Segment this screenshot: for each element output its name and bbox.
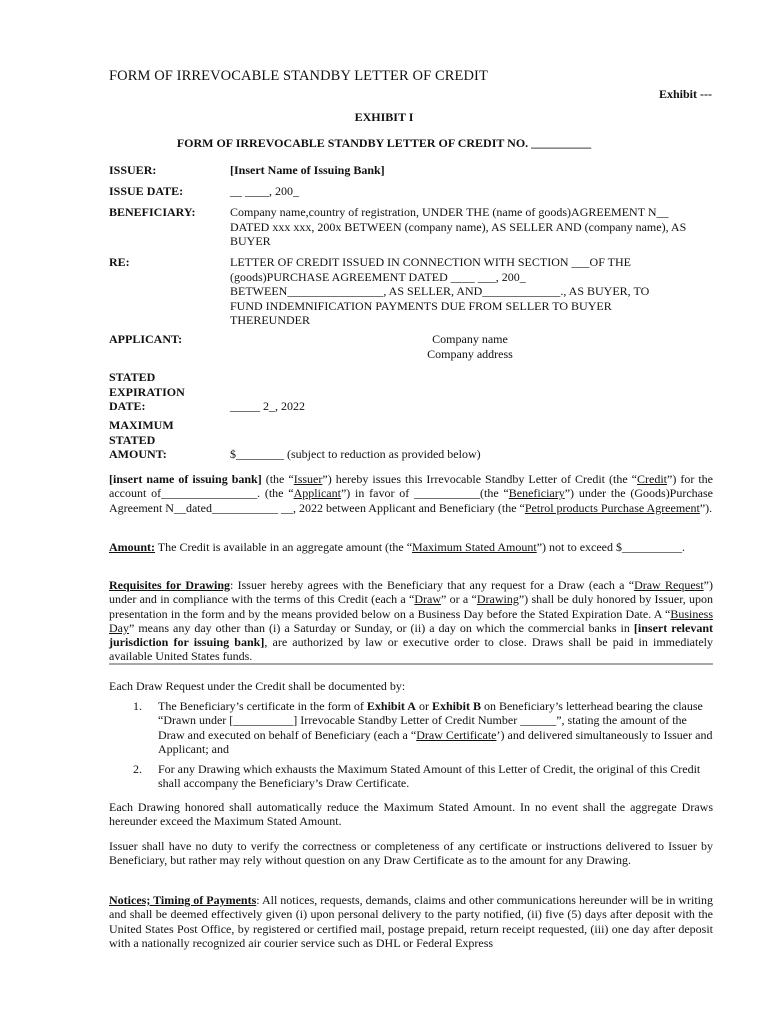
defined-term: Petrol products Purchase Agreement [524,500,700,515]
text-run: on Beneficiary’s letterhead bearing the clause “Drawn under [__________] Irrevocable Standby Letter of Credit Number ______”, stating the amount of the Draw and executed on behalf of Beneficiary (each a “ [158,699,703,742]
text-run: ”) hereby issues this Irrevocable Standby Letter of Credit (the “ [322,472,638,486]
re-line: BETWEEN________________, AS SELLER, AND_____________., AS BUYER, TO [230,284,650,298]
exhibit-title: EXHIBIT I [354,110,414,124]
text-run: (the “ [261,472,294,486]
exhibit-tag: Exhibit --- [658,87,712,101]
expiration-value: _____ 2_, 2022 [230,399,305,413]
text-run: ”) in favor of ___________(the “ [340,486,509,501]
text-run: ”) shall be duly honored by Issuer, upon presentation in the form and by the means provided below on a Business Day before the Stated Expiration Date. A “ [109,592,713,621]
section-divider [109,663,713,665]
list-number: 2. [133,762,142,776]
issue-date-value: __ ____, 200_ [230,184,299,198]
defined-term: Beneficiary [508,486,565,501]
beneficiary-value: Company name,country of registration, UNDER THE (name of goods)AGREEMENT N__ DATED xxx xxx, 200x BETWEEN (company name), AS SELLER AND (company name), AS BUYER [230,205,687,248]
text-run: , are authorized by law or executive order to close. Draws shall be paid in immediately available United States funds. [109,635,714,664]
issuer-value: [Insert Name of Issuing Bank] [230,163,385,177]
max-amount-value: $________ (subject to reduction as provided below) [230,447,481,461]
exhibit-a-ref: Exhibit A [366,699,416,713]
text-run: ” means any day other than (i) a Saturday or Sunday, or (ii) a day on which the commercial banks in [129,620,634,635]
reduce-paragraph: Each Drawing honored shall automatically reduce the Maximum Stated Amount. In no event shall the aggregate Draws hereunder exceed the Maximum Stated Amount. [109,800,713,829]
text-run: ’) and delivered simultaneously to Issuer and Applicant; and [158,727,713,756]
applicant-value [230,332,710,361]
amount-heading: Amount: [109,540,156,554]
defined-term: Draw Request [634,578,704,592]
applicant-address: Company address [427,346,513,361]
text-run: : All notices, requests, demands, claims and other communications hereunder will be in writing and shall be deemed effectively given (i) upon personal delivery to the party notified, (ii) five (5) days after deposit with the United States Post Office, by registered or certified mail, postage prepaid, return receipt requested, (iii) one day after deposit with a nationally recognized air courier service such as DHL or Federal Express [109,893,714,950]
notices-heading: Notices; Timing of Payments [109,893,257,907]
expiration-label-line: EXPIRATION [109,384,185,399]
text-run: ”). [699,500,713,515]
text-run: : Issuer hereby agrees with the Beneficiary that any request for a Draw (each a “ [230,578,635,592]
defined-term: Drawing [476,592,519,607]
max-amount-label [109,418,174,462]
documented-paragraph: Each Draw Request under the Credit shall be documented by: [109,679,406,693]
expiration-label [109,370,185,414]
list-number: 1. [133,699,142,713]
intro-paragraph [109,472,713,515]
max-amount-label-line: STATED [109,432,156,447]
text-run: The Beneficiary’s certificate in the form of [158,699,367,713]
issuing-bank-placeholder: [insert name of issuing bank] [109,472,262,486]
re-line: THEREUNDER [230,313,310,327]
re-line: FUND INDEMNIFICATION PAYMENTS DUE FROM SELLER TO BUYER [230,298,612,313]
no-duty-paragraph: Issuer shall have no duty to verify the correctness or completeness of any certificate or instructions delivered to Issuer by Beneficiary, but rather may rely without question on any Draw Certificate as to the amount for any Drawing. [109,839,713,868]
exhibit-b-ref: Exhibit B [431,699,481,713]
beneficiary-label: BENEFICIARY: [109,205,196,219]
defined-term: Applicant [293,486,341,501]
text-run: ” or a “ [441,592,477,607]
defined-term: Draw [414,592,441,607]
re-label: RE: [109,255,130,269]
form-title: FORM OF IRREVOCABLE STANDBY LETTER OF CREDIT NO. __________ [176,136,592,150]
text-run: or [415,699,432,713]
max-amount-label-line: MAXIMUM [109,418,174,432]
issuer-label: ISSUER: [109,163,157,177]
text-run: ”) under and in compliance with the terms of this Credit (each a “ [109,578,713,607]
expiration-label-line: STATED [109,370,156,384]
expiration-label-line: DATE: [109,399,146,413]
re-line: LETTER OF CREDIT ISSUED IN CONNECTION WITH SECTION ___OF THE [230,255,631,269]
text-run: The Credit is available in an aggregate amount (the “ [155,540,413,554]
defined-term: Issuer [293,472,323,486]
max-amount-label-line: AMOUNT: [109,447,167,461]
text-run: ”) under the (Goods)Purchase Agreement N__dated___________ __, 2022 between Applicant and Beneficiary (the “ [109,486,714,515]
notices-paragraph [109,893,713,950]
applicant-name: Company name [432,332,508,346]
requisites-heading: Requisites for Drawing [109,578,231,592]
text-run: ”) for the account of________________. (the “ [109,472,714,501]
list-item-text: For any Drawing which exhausts the Maximum Stated Amount of this Letter of Credit, the original of this Credit shall accompany the Beneficiary’s Draw Certificate. [158,762,701,791]
requisites-paragraph [109,578,713,664]
applicant-label: APPLICANT: [109,332,183,346]
defined-term: Credit [637,472,668,486]
document-title: FORM OF IRREVOCABLE STANDBY LETTER OF CREDIT [109,68,488,84]
re-line: (goods)PURCHASE AGREEMENT DATED ____ ___, 200_ [230,269,526,284]
list-item-text [158,699,713,756]
text-run: ”) not to exceed $__________. [536,540,685,554]
re-value [230,255,710,328]
issue-date-label: ISSUE DATE: [109,184,184,198]
defined-term: Draw Certificate [416,727,497,742]
amount-paragraph [109,540,713,554]
defined-term: Business Day [109,606,713,635]
defined-term: Maximum Stated Amount [412,540,537,554]
jurisdiction-placeholder: [insert relevant jurisdiction for issuing bank] [109,620,713,650]
